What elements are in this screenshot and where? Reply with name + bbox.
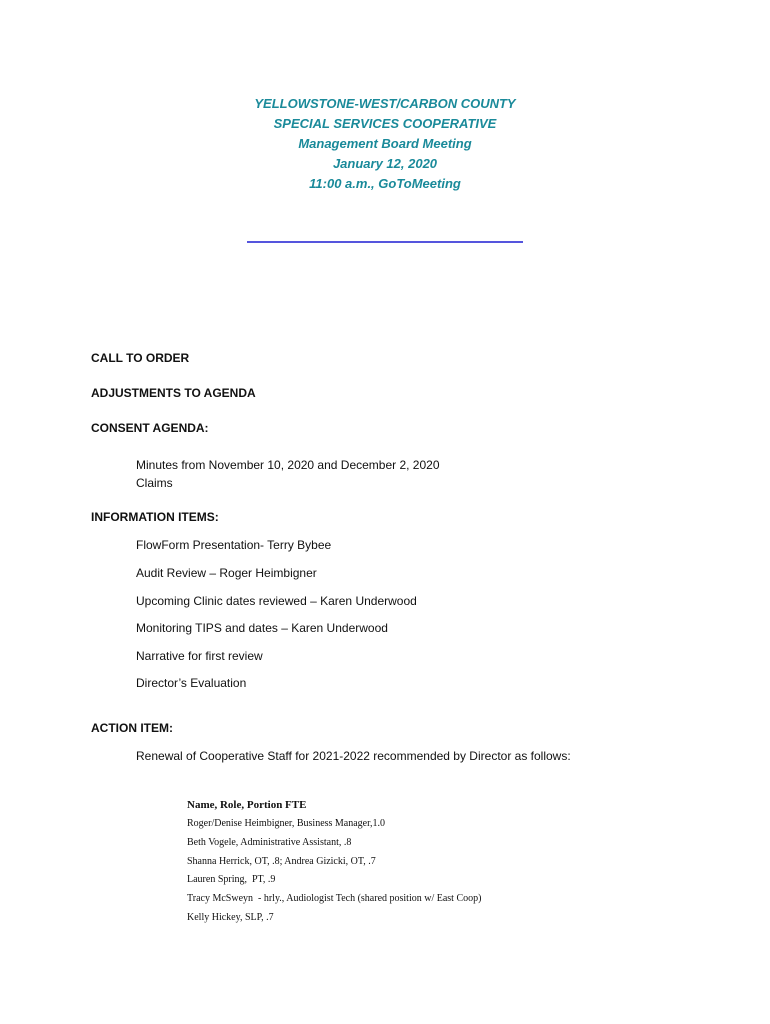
- information-item: FlowForm Presentation- Terry Bybee: [136, 538, 332, 552]
- information-items-heading: INFORMATION ITEMS:: [91, 510, 219, 524]
- staff-row: Beth Vogele, Administrative Assistant, .8: [187, 836, 352, 848]
- information-item: Monitoring TIPS and dates – Karen Underwood: [136, 621, 388, 635]
- organization-name: YELLOWSTONE-WEST/CARBON COUNTY: [254, 96, 516, 111]
- header-divider: [247, 241, 523, 243]
- information-item: Director’s Evaluation: [136, 676, 247, 690]
- staff-list-heading: Name, Role, Portion FTE: [187, 799, 307, 811]
- staff-list: [187, 796, 481, 928]
- staff-row: Roger/Denise Heimbigner, Business Manager,1.0: [187, 818, 386, 829]
- cooperative-name: SPECIAL SERVICES COOPERATIVE: [273, 116, 497, 131]
- meeting-time-location: 11:00 a.m., GoToMeeting: [309, 176, 461, 191]
- meeting-date: January 12, 2020: [332, 156, 438, 171]
- consent-item-claims: Claims: [136, 476, 173, 490]
- information-item: Narrative for first review: [136, 649, 263, 663]
- staff-row: Kelly Hickey, SLP, .7: [187, 911, 274, 923]
- staff-row: Shanna Herrick, OT, .8; Andrea Gizicki, OT, .7: [187, 855, 376, 867]
- staff-row: Tracy McSweyn - hrly., Audiologist Tech (shared position w/ East Coop): [187, 893, 482, 905]
- information-item: Audit Review – Roger Heimbigner: [136, 566, 317, 580]
- consent-item-minutes: Minutes from November 10, 2020 and December 2, 2020: [136, 458, 440, 472]
- consent-agenda-heading: CONSENT AGENDA:: [91, 421, 209, 435]
- action-item-heading: ACTION ITEM:: [91, 721, 173, 735]
- call-to-order-heading: CALL TO ORDER: [91, 351, 190, 365]
- meeting-title: Management Board Meeting: [298, 136, 472, 151]
- action-item-renewal: Renewal of Cooperative Staff for 2021-2022 recommended by Director as follows:: [136, 749, 571, 763]
- staff-row: Lauren Spring, PT, .9: [187, 874, 276, 886]
- information-item: Upcoming Clinic dates reviewed – Karen Underwood: [136, 594, 417, 608]
- adjustments-heading: ADJUSTMENTS TO AGENDA: [91, 386, 256, 400]
- meeting-header: [0, 94, 770, 194]
